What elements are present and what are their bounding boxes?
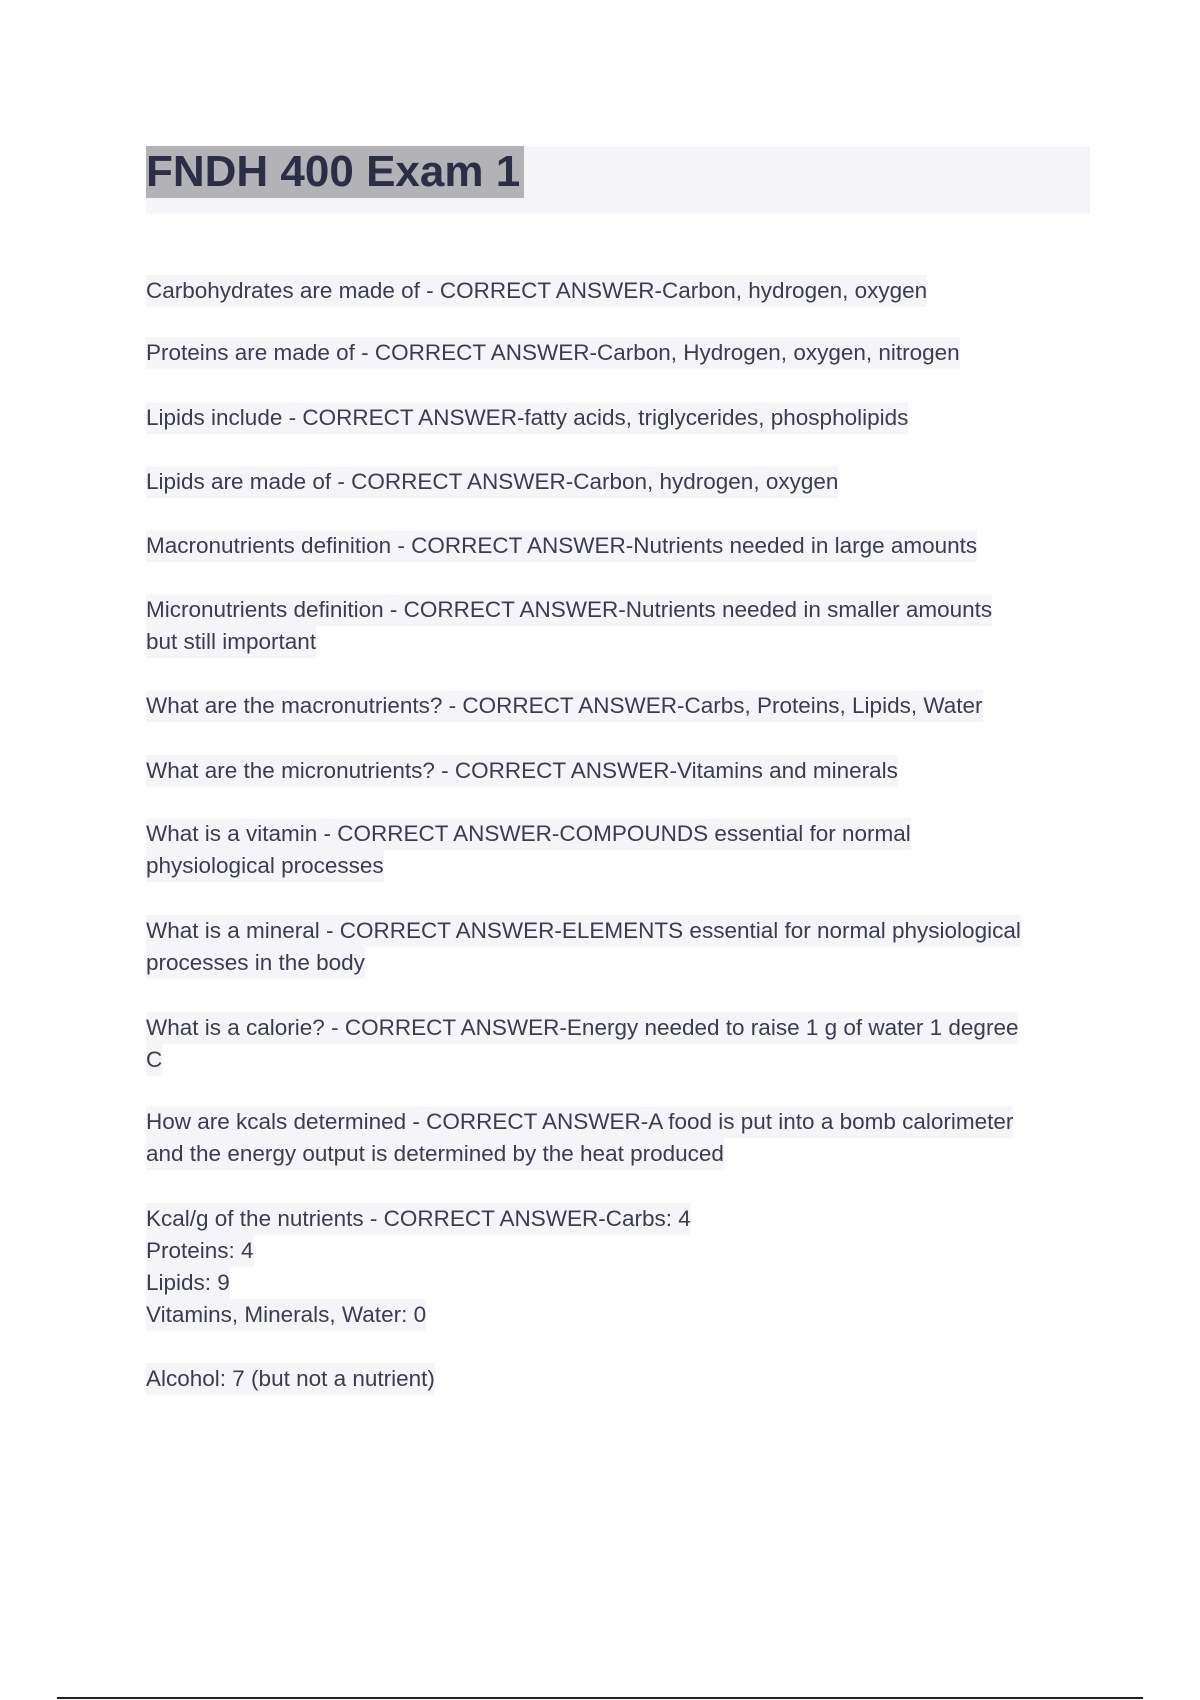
qa-entry-micronutrients-definition bbox=[146, 594, 992, 658]
qa-line: Kcal/g of the nutrients - CORRECT ANSWER-Carbs: 4 bbox=[146, 1203, 691, 1235]
qa-entry-kcals-determined bbox=[146, 1106, 1013, 1170]
qa-line: How are kcals determined - CORRECT ANSWER-A food is put into a bomb calorimeter bbox=[146, 1106, 1013, 1138]
qa-entry-kcal-per-gram bbox=[146, 1203, 691, 1331]
qa-line: What are the macronutrients? - CORRECT ANSWER-Carbs, Proteins, Lipids, Water bbox=[146, 690, 983, 722]
page-bottom-rule bbox=[57, 1697, 1143, 1699]
qa-line: but still important bbox=[146, 626, 316, 658]
qa-entry-micronutrients-list bbox=[146, 755, 898, 787]
qa-entry-macronutrients-definition bbox=[146, 530, 977, 562]
qa-line: C bbox=[146, 1044, 162, 1076]
qa-line: Lipids include - CORRECT ANSWER-fatty acids, triglycerides, phospholipids bbox=[146, 402, 908, 434]
qa-line: What is a mineral - CORRECT ANSWER-ELEMENTS essential for normal physiological bbox=[146, 915, 1021, 947]
qa-line: processes in the body bbox=[146, 947, 365, 979]
qa-line: Proteins: 4 bbox=[146, 1235, 254, 1267]
qa-entry-vitamin bbox=[146, 818, 911, 882]
qa-line: What is a vitamin - CORRECT ANSWER-COMPOUNDS essential for normal bbox=[146, 818, 911, 850]
qa-entry-lipids-include bbox=[146, 402, 908, 434]
qa-line: Micronutrients definition - CORRECT ANSWER-Nutrients needed in smaller amounts bbox=[146, 594, 992, 626]
qa-line: Alcohol: 7 (but not a nutrient) bbox=[146, 1363, 435, 1395]
qa-entry-lipids-made-of bbox=[146, 466, 838, 498]
qa-line: Macronutrients definition - CORRECT ANSWER-Nutrients needed in large amounts bbox=[146, 530, 977, 562]
qa-line: physiological processes bbox=[146, 850, 384, 882]
qa-entry-macronutrients-list bbox=[146, 690, 983, 722]
document-title: FNDH 400 Exam 1 bbox=[146, 146, 524, 198]
qa-line: What are the micronutrients? - CORRECT ANSWER-Vitamins and minerals bbox=[146, 755, 898, 787]
qa-entry-proteins bbox=[146, 337, 960, 369]
qa-entry-calorie bbox=[146, 1012, 1018, 1076]
qa-line: Lipids are made of - CORRECT ANSWER-Carbon, hydrogen, oxygen bbox=[146, 466, 838, 498]
qa-line: Carbohydrates are made of - CORRECT ANSWER-Carbon, hydrogen, oxygen bbox=[146, 275, 927, 307]
qa-line: Vitamins, Minerals, Water: 0 bbox=[146, 1299, 426, 1331]
qa-line: Proteins are made of - CORRECT ANSWER-Carbon, Hydrogen, oxygen, nitrogen bbox=[146, 337, 960, 369]
qa-entry-mineral bbox=[146, 915, 1021, 979]
qa-entry-alcohol bbox=[146, 1363, 435, 1395]
qa-line: Lipids: 9 bbox=[146, 1267, 230, 1299]
qa-line: What is a calorie? - CORRECT ANSWER-Energy needed to raise 1 g of water 1 degree bbox=[146, 1012, 1018, 1044]
qa-line: and the energy output is determined by the heat produced bbox=[146, 1138, 724, 1170]
qa-entry-carbohydrates bbox=[146, 275, 927, 307]
